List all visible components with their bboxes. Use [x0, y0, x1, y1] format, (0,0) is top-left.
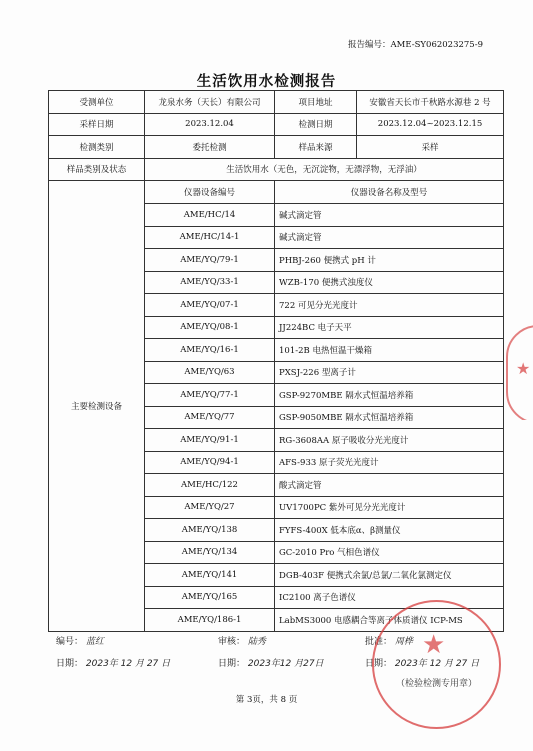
equipment-name: GSP-9270MBE 隔水式恒温培养箱 — [275, 384, 504, 407]
reviewed-date: 2023年12 月27日 — [247, 659, 324, 669]
test-type-label: 检测类别 — [49, 136, 145, 159]
equipment-no: AME/YQ/77 — [145, 406, 275, 429]
equipment-name: 碱式滴定管 — [275, 204, 504, 227]
equipment-name: WZB-170 便携式浊度仪 — [275, 271, 504, 294]
equipment-name: RG-3608AA 原子吸收分光光度计 — [275, 429, 504, 452]
source-value: 采样 — [357, 136, 504, 159]
equipment-no: AME/YQ/63 — [145, 361, 275, 384]
seam-stamp — [506, 325, 533, 420]
equipment-section-label: 主要检测设备 — [49, 181, 145, 632]
sample-date-label: 采样日期 — [49, 113, 145, 136]
equipment-col-no: 仪器设备编号 — [145, 181, 275, 204]
equipment-no: AME/YQ/16-1 — [145, 339, 275, 362]
test-type-value: 委托检测 — [145, 136, 275, 159]
prepared-date: 2023年 12 月 27 日 — [85, 659, 171, 669]
date-label: 日期： — [56, 659, 84, 669]
prepared-label: 编号： — [56, 637, 84, 647]
info-row-dates — [49, 113, 504, 136]
report-title: 生活饮用水检测报告 — [196, 73, 337, 90]
reviewed-date-row — [218, 656, 324, 669]
equipment-no: AME/YQ/33-1 — [145, 271, 275, 294]
equipment-name: DGB-403F 便携式余氯/总氯/二氧化氯测定仪 — [275, 564, 504, 587]
equipment-no: AME/HC/122 — [145, 474, 275, 497]
equipment-no: AME/YQ/134 — [145, 541, 275, 564]
approved-label: 批准： — [365, 637, 393, 647]
equipment-no: AME/YQ/07-1 — [145, 294, 275, 317]
approved-signature: 周桦 — [394, 637, 413, 647]
equipment-name: 101-2B 电热恒温干燥箱 — [275, 339, 504, 362]
reviewed-label: 审核： — [218, 637, 246, 647]
report-number: 报告编号：AME-SY062023275-9 — [348, 40, 483, 50]
stamp-text: （检验检测专用章） — [395, 679, 477, 689]
test-date-label: 检测日期 — [275, 113, 357, 136]
equipment-name: 722 可见分光光度计 — [275, 294, 504, 317]
equipment-name: FYFS-400X 低本底α、β测量仪 — [275, 519, 504, 542]
seam-stamp-ring — [506, 325, 533, 420]
equipment-no: AME/HC/14 — [145, 204, 275, 227]
equipment-name: AFS-933 原子荧光光度计 — [275, 451, 504, 474]
date-label: 日期： — [218, 659, 246, 669]
equipment-name: 碱式滴定管 — [275, 226, 504, 249]
page-footer: 第 3页，共 8 页 — [235, 695, 298, 705]
equipment-no: AME/YQ/165 — [145, 586, 275, 609]
equipment-name: GC-2010 Pro 气相色谱仪 — [275, 541, 504, 564]
equipment-name: 酸式滴定管 — [275, 474, 504, 497]
prepared-by — [56, 634, 104, 647]
star-icon: ★ — [422, 630, 446, 660]
test-date-value: 2023.12.04~2023.12.15 — [357, 113, 504, 136]
equipment-no: AME/YQ/27 — [145, 496, 275, 519]
inspection-stamp — [372, 600, 501, 729]
equipment-header-row — [49, 181, 504, 204]
date-label: 日期： — [365, 659, 393, 669]
client-label: 受测单位 — [49, 91, 145, 114]
client-value: 龙泉水务（天长）有限公司 — [145, 91, 275, 114]
prepared-date-row — [56, 656, 170, 669]
equipment-name: IC2100 离子色谱仪 — [275, 586, 504, 609]
source-label: 样品来源 — [275, 136, 357, 159]
project-label: 项目地址 — [275, 91, 357, 114]
info-row-client — [49, 91, 504, 114]
equipment-no: AME/HC/14-1 — [145, 226, 275, 249]
equipment-name: GSP-9050MBE 隔水式恒温培养箱 — [275, 406, 504, 429]
equipment-col-name: 仪器设备名称及型号 — [275, 181, 504, 204]
sample-state-label: 样品类别及状态 — [49, 158, 145, 181]
info-row-type — [49, 136, 504, 159]
approved-date: 2023年 12 月 27 日 — [394, 659, 480, 669]
project-value: 安徽省天长市千秋路水源巷 2 号 — [357, 91, 504, 114]
equipment-no: AME/YQ/79-1 — [145, 249, 275, 272]
equipment-name: JJ224BC 电子天平 — [275, 316, 504, 339]
reviewed-by — [218, 634, 266, 647]
equipment-name: PHBJ-260 便携式 pH 计 — [275, 249, 504, 272]
equipment-name: UV1700PC 紫外可见分光光度计 — [275, 496, 504, 519]
equipment-name: LabMS3000 电感耦合等离子体质谱仪 ICP-MS — [275, 609, 504, 632]
info-row-state — [49, 158, 504, 181]
sample-state-value: 生活饮用水（无色，无沉淀物，无漂浮物，无浮油） — [145, 158, 504, 181]
report-table — [48, 90, 504, 632]
equipment-no: AME/YQ/94-1 — [145, 451, 275, 474]
equipment-no: AME/YQ/186-1 — [145, 609, 275, 632]
equipment-no: AME/YQ/77-1 — [145, 384, 275, 407]
reviewed-signature: 陆秀 — [247, 637, 266, 647]
equipment-no: AME/YQ/141 — [145, 564, 275, 587]
prepared-signature: 蓝红 — [85, 637, 104, 647]
equipment-no: AME/YQ/138 — [145, 519, 275, 542]
equipment-name: PXSJ-226 型离子计 — [275, 361, 504, 384]
equipment-no: AME/YQ/91-1 — [145, 429, 275, 452]
sample-date-value: 2023.12.04 — [145, 113, 275, 136]
star-icon: ★ — [516, 359, 531, 378]
equipment-no: AME/YQ/08-1 — [145, 316, 275, 339]
